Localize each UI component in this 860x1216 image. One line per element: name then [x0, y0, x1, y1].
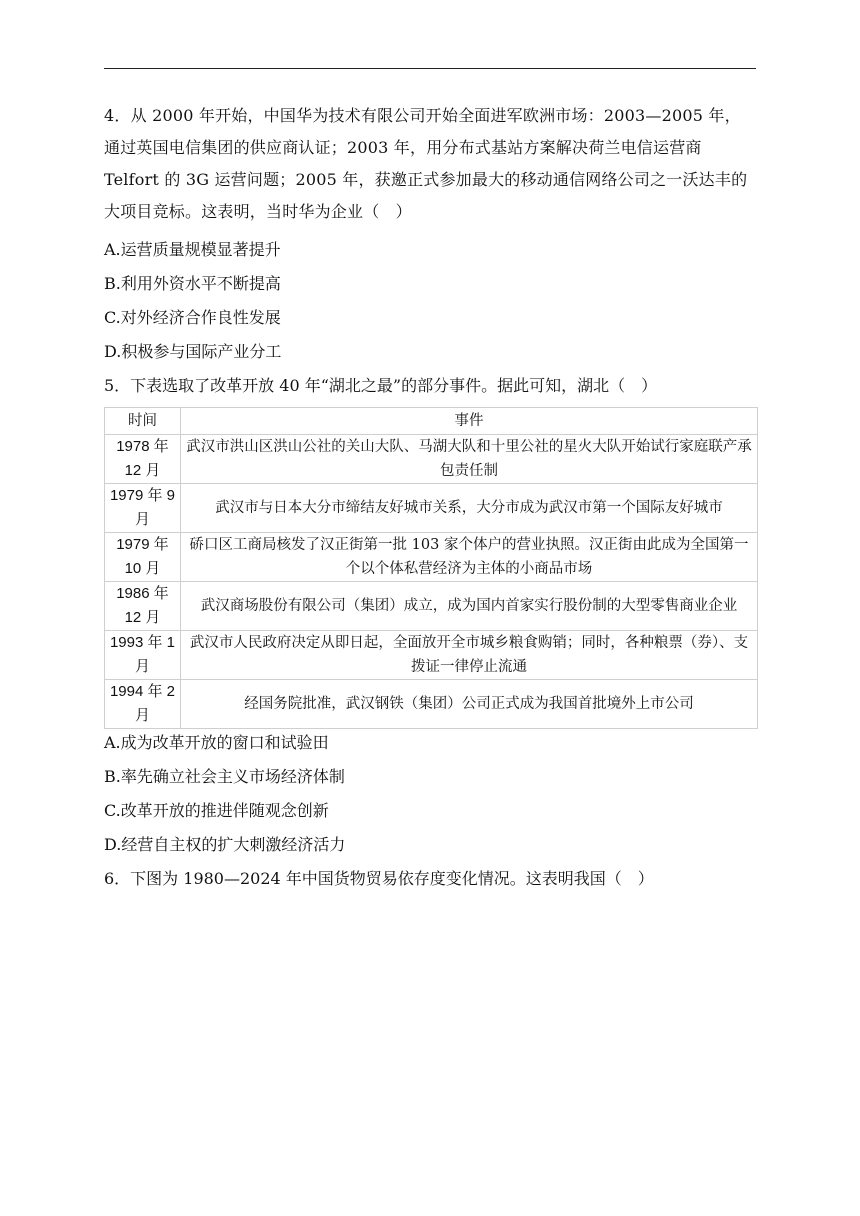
q4-option-d: D.积极参与国际产业分工	[104, 342, 282, 361]
table-header-row	[105, 408, 758, 435]
question-5-stem: 5．下表选取了改革开放 40 年“湖北之最”的部分事件。据此可知，湖北（ ）	[104, 376, 658, 395]
q4-option-c: C.对外经济合作良性发展	[104, 308, 281, 327]
table-row	[105, 631, 758, 680]
row-time: 1979 年 10 月	[105, 533, 181, 582]
table-row	[105, 533, 758, 582]
question-4-stem: 4．从 2000 年开始，中国华为技术有限公司开始全面进军欧洲市场：2003—2005 年，通过英国电信集团的供应商认证；2003 年，用分布式基站方案解决荷兰电信运营商 Telfort 的 3G 运营问题；2005 年，获邀正式参加最大的移动通信网络公司之一沃达丰的大项目竞标。这表明，当时华为企业（ ）	[104, 106, 748, 221]
q5-option-d: D.经营自主权的扩大刺激经济活力	[104, 835, 346, 854]
row-event: 经国务院批准，武汉钢铁（集团）公司正式成为我国首批境外上市公司	[181, 680, 758, 729]
q5-option-c: C.改革开放的推进伴随观念创新	[104, 801, 329, 820]
table-row	[105, 484, 758, 533]
row-time: 1994 年 2 月	[105, 680, 181, 729]
row-event: 武汉市人民政府决定从即日起，全面放开全市城乡粮食购销；同时，各种粮票（券）、支拨证一律停止流通	[181, 631, 758, 680]
q4-option-a: A.运营质量规模显著提升	[104, 240, 281, 259]
header-time: 时间	[105, 408, 181, 435]
header-event: 事件	[181, 408, 758, 435]
row-time: 1979 年 9 月	[105, 484, 181, 533]
question-6-stem: 6．下图为 1980—2024 年中国货物贸易依存度变化情况。这表明我国（ ）	[104, 869, 654, 888]
q5-option-a: A.成为改革开放的窗口和试验田	[104, 733, 329, 752]
row-time: 1986 年 12 月	[105, 582, 181, 631]
row-time: 1978 年 12 月	[105, 435, 181, 484]
row-event: 武汉市洪山区洪山公社的关山大队、马湖大队和十里公社的星火大队开始试行家庭联产承包责任制	[181, 435, 758, 484]
header-rule	[104, 68, 756, 69]
q4-option-b: B.利用外资水平不断提高	[104, 274, 281, 293]
table-row	[105, 582, 758, 631]
row-event: 武汉市与日本大分市缔结友好城市关系，大分市成为武汉市第一个国际友好城市	[181, 484, 758, 533]
table-row	[105, 680, 758, 729]
q5-option-b: B.率先确立社会主义市场经济体制	[104, 767, 345, 786]
events-table	[104, 407, 758, 729]
row-event: 武汉商场股份有限公司（集团）成立，成为国内首家实行股份制的大型零售商业企业	[181, 582, 758, 631]
table-row	[105, 435, 758, 484]
row-event: 硚口区工商局核发了汉正街第一批 103 家个体户的营业执照。汉正街由此成为全国第一个以个体私营经济为主体的小商品市场	[181, 533, 758, 582]
row-time: 1993 年 1 月	[105, 631, 181, 680]
